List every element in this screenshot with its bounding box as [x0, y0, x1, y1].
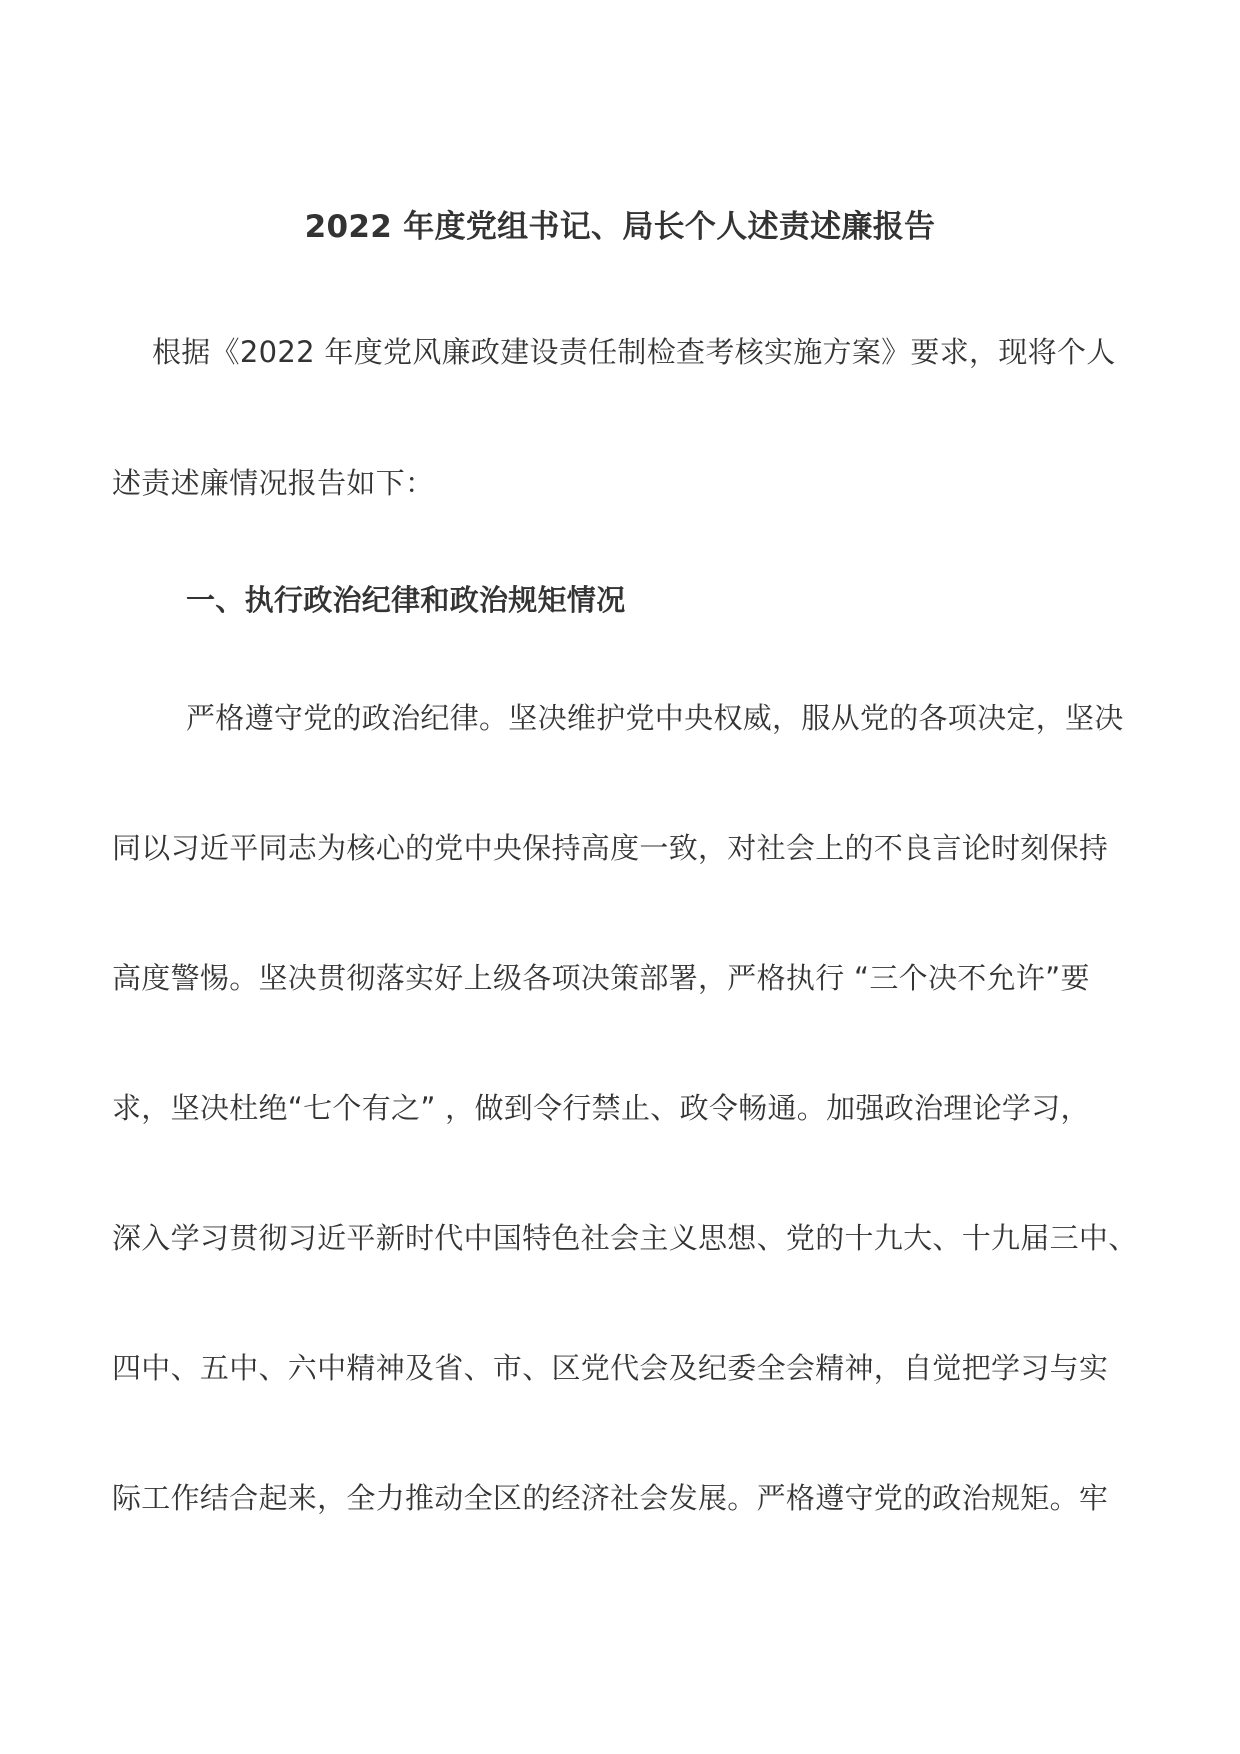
paragraph-line-3: 高度警惕。坚决贯彻落实好上级各项决策部署，严格执行 “三个决不允许”要	[112, 961, 1090, 995]
paragraph-line-7: 际工作结合起来，全力推动全区的经济社会发展。严格遵守党的政治规矩。牢	[112, 1481, 1109, 1515]
document-title: 2022 年度党组书记、局长个人述责述廉报告	[304, 209, 936, 245]
paragraph-line-2: 同以习近平同志为核心的党中央保持高度一致，对社会上的不良言论时刻保持	[112, 831, 1109, 865]
intro-line-1: 根据《2022 年度党风廉政建设责任制检查考核实施方案》要求，现将个人	[152, 335, 1116, 369]
paragraph-line-4: 求，坚决杜绝“七个有之” ，做到令行禁止、政令畅通。加强政治理论学习，	[112, 1091, 1090, 1125]
paragraph-line-1: 严格遵守党的政治纪律。坚决维护党中央权威，服从党的各项决定，坚决	[186, 701, 1124, 735]
paragraph-line-6: 四中、五中、六中精神及省、市、区党代会及纪委全会精神，自觉把学习与实	[112, 1351, 1109, 1385]
intro-line-2: 述责述廉情况报告如下：	[112, 466, 435, 500]
section-1-heading: 一、执行政治纪律和政治规矩情况	[186, 583, 626, 617]
paragraph-line-5: 深入学习贯彻习近平新时代中国特色社会主义思想、党的十九大、十九届三中、	[112, 1221, 1138, 1255]
